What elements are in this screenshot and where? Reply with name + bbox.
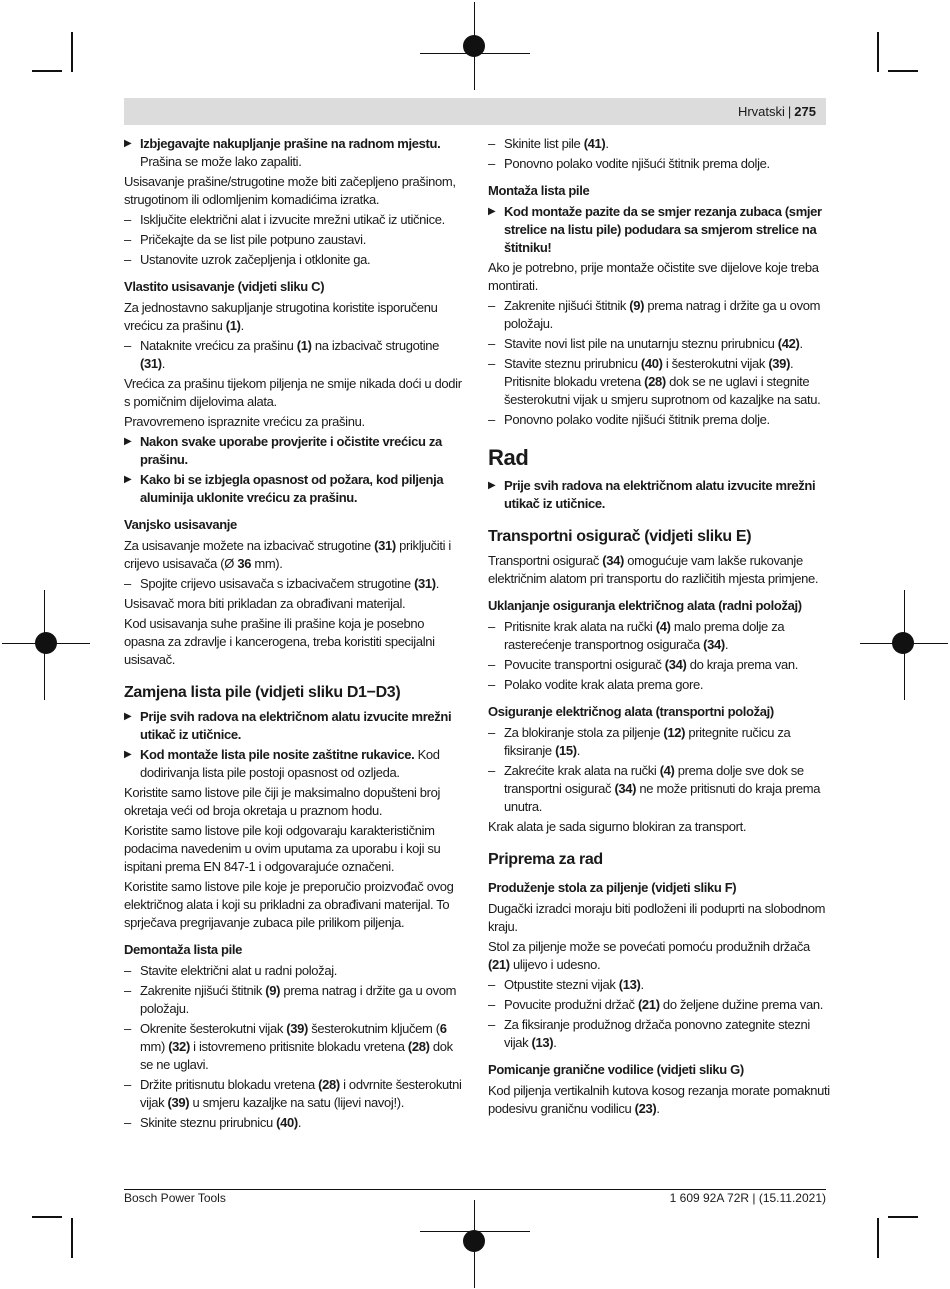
warning-dust [124, 135, 466, 171]
section-heading: Uklanjanje osiguranja električnog alata (radni položaj) [488, 598, 802, 613]
list-item: – Zakrenite njišući štitnik (9) prema natrag i držite ga u ovom položaju. [488, 297, 830, 333]
paragraph: Vrećica za prašinu tijekom piljenja ne smije nikada doći u dodir s pomičnim dijelovima alata. [124, 376, 462, 409]
paragraph: Usisavanje prašine/strugotine može biti začepljeno prašinom, strugotinom ili odlomljenim komadićima izratka. [124, 174, 456, 207]
paragraph: Kod piljenja vertikalnih kutova kosog rezanja morate pomaknuti podesivu graničnu vodilicu (23). [488, 1083, 830, 1116]
list-item: – Povucite produžni držač (21) do željene dužine prema van. [488, 996, 830, 1014]
registration-target-right [892, 632, 914, 654]
chapter-heading: Rad [488, 445, 529, 470]
left-column [124, 135, 466, 1134]
list-item: – Ustanovite uzrok začepljenja i otklonite ga. [124, 251, 466, 269]
list-item: – Ponovno polako vodite njišući štitnik prema dolje. [488, 155, 830, 173]
right-column [488, 135, 830, 1120]
list-item: – Polako vodite krak alata prema gore. [488, 676, 830, 694]
section-heading: Demontaža lista pile [124, 942, 242, 957]
list-item: – Za blokiranje stola za piljenje (12) pritegnite ručicu za fiksiranje (15). [488, 724, 830, 760]
paragraph: Stol za piljenje može se povećati pomoću produžnih držača (21) ulijevo i udesno. [488, 939, 810, 972]
section-heading: Pomicanje granične vodilice (vidjeti sliku G) [488, 1062, 744, 1077]
paragraph: Usisavač mora biti prikladan za obrađivani materijal. [124, 596, 406, 611]
section-heading: Zamjena lista pile (vidjeti sliku D1−D3) [124, 684, 401, 701]
paragraph: Koristite samo listove pile koje je preporučio proizvođač ovog električnog alata i koji su prikladni za obrađivani materijal. To sprječava pregrijavanje zubaca pile prilikom piljenja. [124, 879, 454, 930]
section-heading: Osiguranje električnog alata (transportni položaj) [488, 704, 774, 719]
warning: ▶ Prije svih radova na električnom alatu izvucite mrežni utikač iz utičnice. [488, 477, 830, 513]
header-section: Hrvatski [737, 104, 785, 119]
list-item: – Stavite novi list pile na unutarnju steznu prirubnicu (42). [488, 335, 830, 353]
page-number: 275 [794, 104, 816, 119]
list-item: – Okrenite šesterokutni vijak (39) šesterokutnim ključem (6 mm) (32) i istovremeno pritisnite blokadu vretena (28) dok se ne uglavi. [124, 1020, 466, 1074]
paragraph: Ako je potrebno, prije montaže očistite sve dijelove koje treba montirati. [488, 260, 819, 293]
registration-target-top [463, 35, 485, 57]
list-item: – Stavite steznu prirubnicu (40) i šesterokutni vijak (39). Pritisnite blokadu vretena (28) dok se ne uglavi i stegnite šesterokutni vijak u smjeru suprotnom od kazaljke na satu. [488, 355, 830, 409]
warning-dust-rest: Prašina se može lako zapaliti. [140, 154, 302, 169]
section-heading: Transportni osigurač (vidjeti sliku E) [488, 528, 752, 545]
list-item: – Za fiksiranje produžnog držača ponovno zategnite stezni vijak (13). [488, 1016, 830, 1052]
paragraph: Transportni osigurač (34) omogućuje vam lakše rukovanje električnim alatom pri transportu do različitih mjesta primjene. [488, 553, 819, 586]
crop-mark-bottom-left-h [32, 1216, 62, 1218]
header-separator: | [787, 104, 792, 119]
list-item: – Pritisnite krak alata na ručki (4) malo prema dolje za rasterećenje transportnog osigurača (34). [488, 618, 830, 654]
registration-target-left [35, 632, 57, 654]
paragraph: Kod usisavanja suhe prašine ili prašine koja je posebno opasna za zdravlje i kancerogena, treba koristiti specijalni usisavač. [124, 616, 435, 667]
paragraph: Za usisavanje možete na izbacivač strugotine (31) priključiti i crijevo usisavača (Ø 36 mm). [124, 538, 451, 571]
warning-dust-bold: Izbjegavajte nakupljanje prašine na radnom mjestu. [140, 136, 441, 151]
section-heading: Vanjsko usisavanje [124, 517, 237, 532]
list-item: – Pričekajte da se list pile potpuno zaustavi. [124, 231, 466, 249]
section-heading: Produženje stola za piljenje (vidjeti sliku F) [488, 880, 737, 895]
list-item: – Ponovno polako vodite njišući štitnik prema dolje. [488, 411, 830, 429]
crop-mark-top-left-h [32, 70, 62, 72]
section-heading: Montaža lista pile [488, 183, 590, 198]
header-text [738, 103, 816, 120]
paragraph: Dugački izradci moraju biti podloženi ili poduprti na slobodnom kraju. [488, 901, 826, 934]
warning: ▶ Nakon svake uporabe provjerite i očistite vrećicu za prašinu. [124, 433, 466, 469]
warning: ▶ Kako bi se izbjegla opasnost od požara, kod piljenja aluminija uklonite vrećicu za prašinu. [124, 471, 466, 507]
paragraph: Krak alata je sada sigurno blokiran za transport. [488, 819, 747, 834]
list-item: – Spojite crijevo usisavača s izbacivačem strugotine (31). [124, 575, 466, 593]
warning: ▶ Kod montaže lista pile nosite zaštitne rukavice. Kod dodirivanja lista pile postoji opasnost od ozljeda. [124, 746, 466, 782]
crop-mark-top-left-v [71, 32, 73, 72]
list-item: – Skinite list pile (41). [488, 135, 830, 153]
list-item: – Povucite transportni osigurač (34) do kraja prema van. [488, 656, 830, 674]
paragraph: Koristite samo listove pile koji odgovaraju karakterističnim podacima navedenim u ovim uputama za uporabu i koji su ispitani prema EN 847-1 i odgovarajuće označeni. [124, 823, 441, 874]
crop-mark-top-right-h [888, 70, 918, 72]
list-item: – Otpustite stezni vijak (13). [488, 976, 830, 994]
paragraph: Za jednostavno sakupljanje strugotina koristite isporučenu vrećicu za prašinu (1). [124, 300, 438, 333]
registration-target-bottom [463, 1230, 485, 1252]
list-item: – Nataknite vrećicu za prašinu (1) na izbacivač strugotine (31). [124, 337, 466, 373]
list-item: – Zakrećite krak alata na ručki (4) prema dolje sve dok se transportni osigurač (34) ne može pritisnuti do kraja prema unutra. [488, 762, 830, 816]
warning: ▶ Kod montaže pazite da se smjer rezanja zubaca (smjer strelice na listu pile) podudara sa smjerom strelice na štitniku! [488, 203, 830, 257]
list-item: – Zakrenite njišući štitnik (9) prema natrag i držite ga u ovom položaju. [124, 982, 466, 1018]
footer-doc-code: 1 609 92A 72R | (15.11.2021) [669, 1191, 826, 1205]
footer-rule [124, 1189, 826, 1190]
list-item: – Stavite električni alat u radni položaj. [124, 962, 466, 980]
crop-mark-top-right-v [877, 32, 879, 72]
paragraph: Koristite samo listove pile čiji je maksimalno dopušteni broj okretaja veći od broja okretaja u praznom hodu. [124, 785, 441, 818]
warning: ▶ Prije svih radova na električnom alatu izvucite mrežni utikač iz utičnice. [124, 708, 466, 744]
crop-mark-bottom-right-h [888, 1216, 918, 1218]
footer-publisher: Bosch Power Tools [124, 1191, 226, 1205]
section-heading: Vlastito usisavanje (vidjeti sliku C) [124, 279, 325, 294]
section-heading: Priprema za rad [488, 851, 603, 868]
page-header [124, 98, 826, 125]
list-item: – Držite pritisnutu blokadu vretena (28) i odvrnite šesterokutni vijak (39) u smjeru kazaljke na satu (lijevi navoj!). [124, 1076, 466, 1112]
crop-mark-bottom-left-v [71, 1218, 73, 1258]
paragraph: Pravovremeno ispraznite vrećicu za prašinu. [124, 414, 365, 429]
list-item: – Skinite steznu prirubnicu (40). [124, 1114, 466, 1132]
list-item: – Isključite električni alat i izvucite mrežni utikač iz utičnice. [124, 211, 466, 229]
crop-mark-bottom-right-v [877, 1218, 879, 1258]
